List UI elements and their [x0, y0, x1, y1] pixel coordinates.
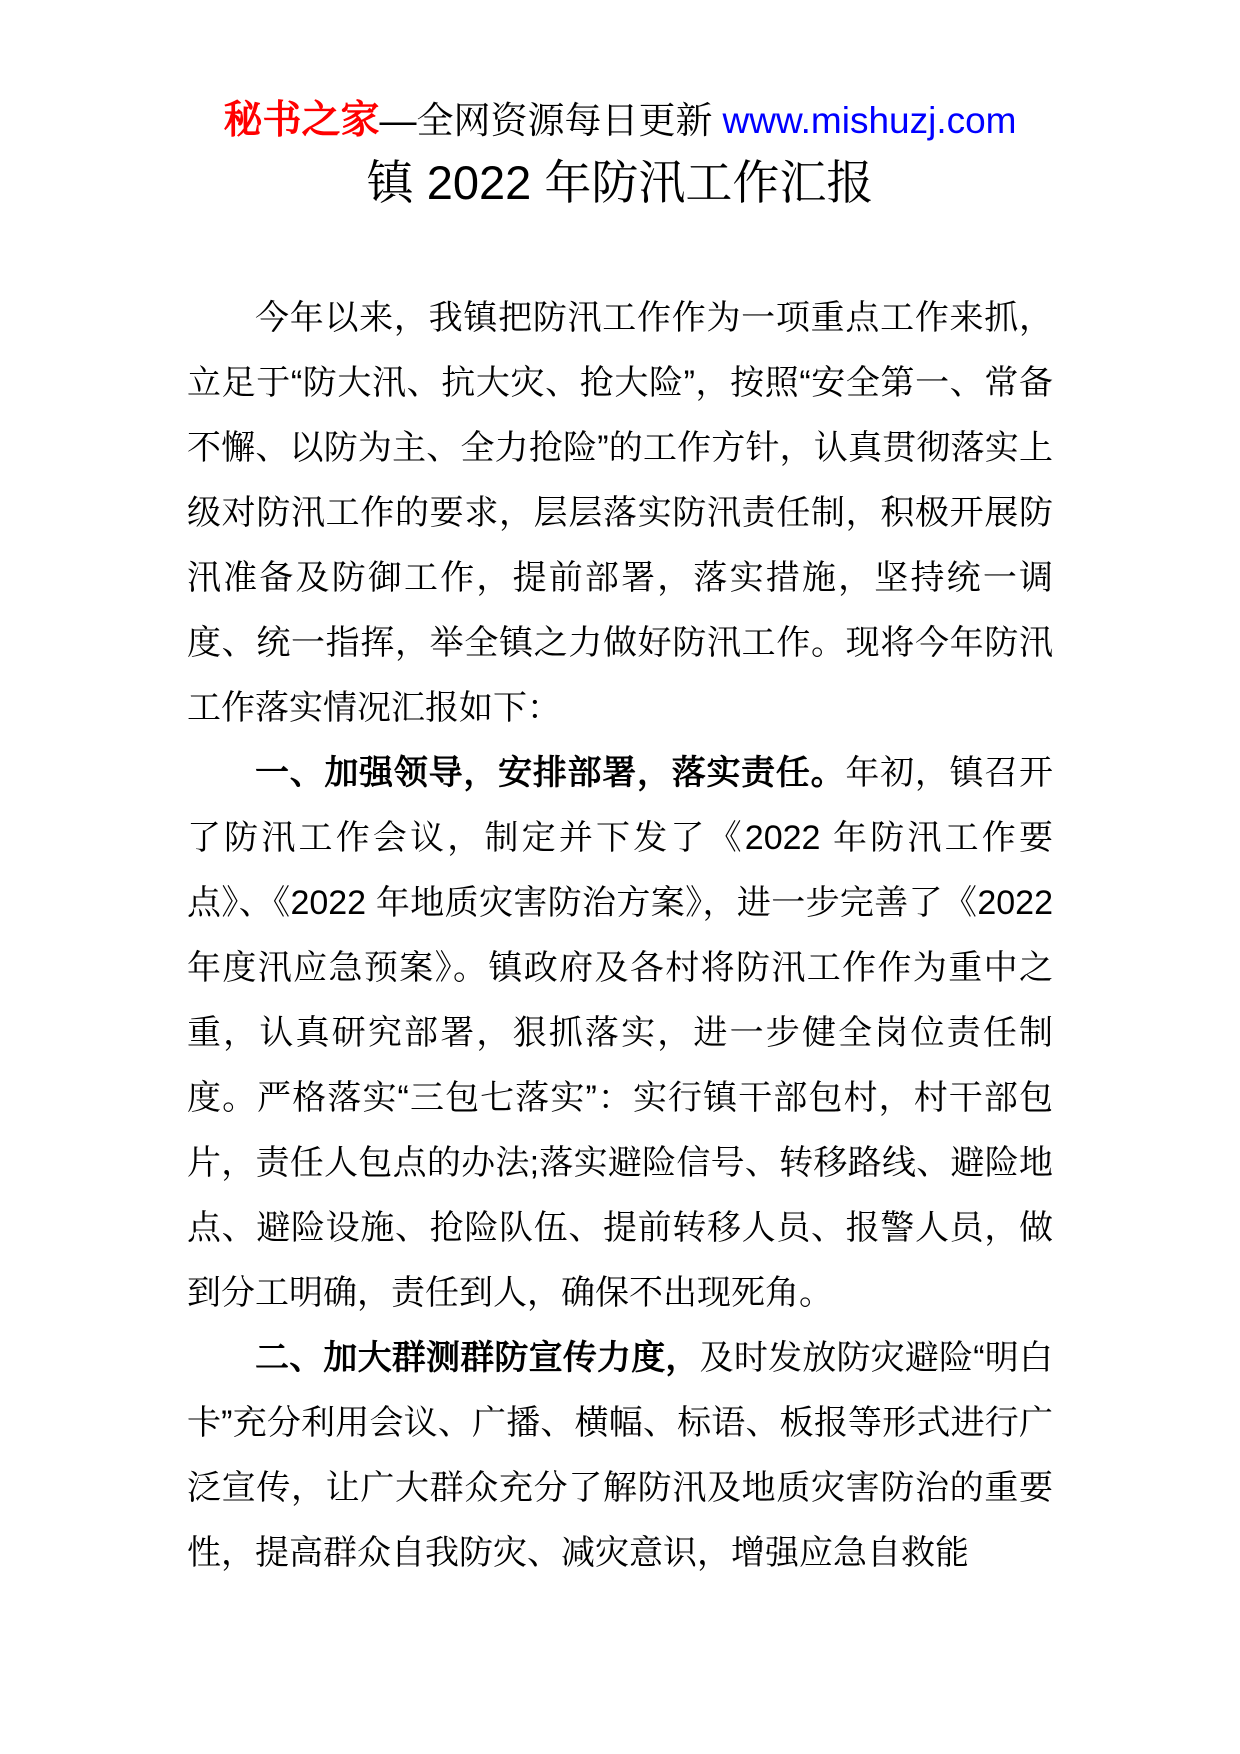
site-tagline: 全网资源每日更新: [416, 100, 713, 141]
section-1-heading: 一、加强领导，安排部署，落实责任。: [255, 754, 846, 792]
paragraph-intro-text: 今年以来，我镇把防汛工作作为一项重点工作来抓，立足于“防大汛、抗大灾、抢大险”，按照“安全第一、常备不懈、以防为主、全力抢险”的工作方针，认真贯彻落实上级对防汛工作的要求，层层落实防汛责任制，积极开展防汛准备及防御工作，提前部署，落实措施，坚持统一调度、统一指挥，举全镇之力做好防汛工作。现将今年防汛工作落实情况汇报如下：: [187, 299, 1053, 727]
section-1-text: 年初，镇召开了防汛工作会议，制定并下发了《2022 年防汛工作要点》、《2022 年地质灾害防治方案》，进一步完善了《2022 年度汛应急预案》。镇政府及各村将防汛工作作为重中之重，认真研究部署，狠抓落实，进一步健全岗位责任制度。严格落实“三包七落实”：实行镇干部包村，村干部包片，责任人包点的办法;落实避险信号、转移路线、避险地点、避险设施、抢险队伍、提前转移人员、报警人员，做到分工明确，责任到人，确保不出现死角。: [187, 754, 1054, 1312]
header-dash: —: [379, 100, 417, 141]
section-2-text: 及时发放防灾避险“明白卡”充分利用会议、广播、横幅、标语、板报等形式进行广泛宣传，让广大群众充分了解防汛及地质灾害防治的重要性，提高群众自我防灾、减灾意识，增强应急自救能: [187, 1339, 1053, 1572]
document-body: [187, 286, 1053, 1586]
section-2-heading: 二、加大群测群防宣传力度，: [255, 1339, 700, 1377]
document-title: 镇 2022 年防汛工作汇报: [366, 156, 874, 209]
paragraph-section-2: [187, 1326, 1053, 1586]
site-header: [0, 100, 1240, 142]
site-url-link[interactable]: www.mishuzj.com: [722, 100, 1017, 141]
paragraph-intro: [187, 286, 1053, 741]
site-brand: 秘书之家: [223, 99, 380, 142]
paragraph-section-1: [187, 741, 1053, 1326]
